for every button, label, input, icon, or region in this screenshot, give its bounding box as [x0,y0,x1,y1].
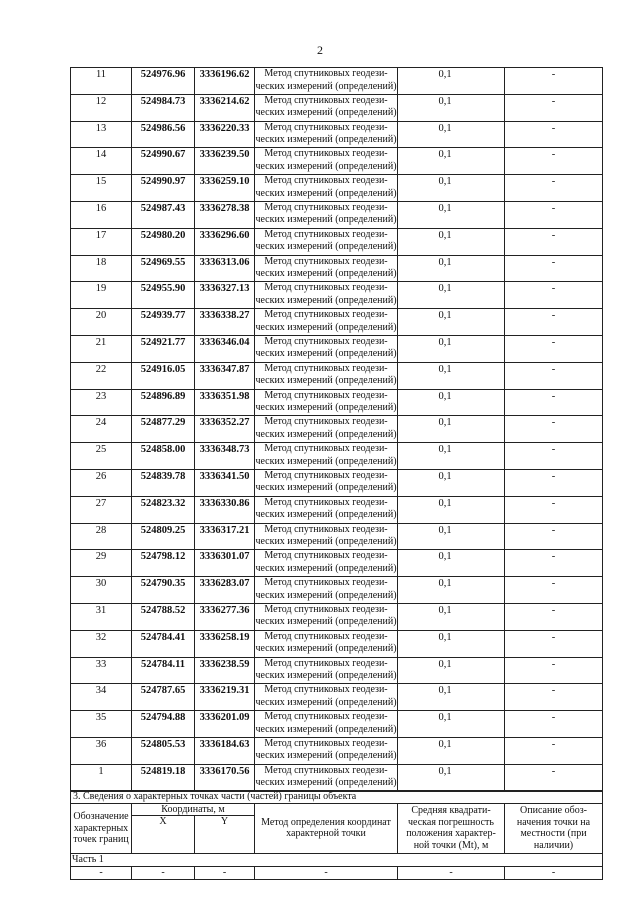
empty-cell: - [255,867,398,880]
coord-y: 3336338.27 [195,309,255,336]
method-line: ческих измерений (определений) [255,455,397,467]
point-number: 19 [71,282,132,309]
description-cell: - [505,523,603,550]
page-number: 2 [317,43,323,57]
point-number: 1 [71,764,132,791]
method-cell [255,389,398,416]
table-row [71,362,603,389]
method-line: ческих измерений (определений) [255,509,397,521]
coord-x: 524939.77 [132,309,195,336]
point-number: 24 [71,416,132,443]
accuracy-header-line: ческая погрешность [408,816,494,828]
point-number: 34 [71,684,132,711]
method-cell [255,362,398,389]
accuracy-cell: 0,1 [398,362,505,389]
method-line: Метод спутниковых геодези- [264,469,388,481]
method-cell [255,737,398,764]
method-line: Метод спутниковых геодези- [264,121,388,133]
designation-header-line: точек границ [73,834,129,845]
table-row [71,335,603,362]
table-row [71,764,603,791]
accuracy-cell: 0,1 [398,577,505,604]
coord-y: 3336170.56 [195,764,255,791]
table-row [71,603,603,630]
method-line: Метод спутниковых геодези- [264,228,388,240]
description-header [505,803,603,854]
method-cell [255,121,398,148]
accuracy-cell: 0,1 [398,309,505,336]
method-line: Метод спутниковых геодези- [264,335,388,347]
description-cell: - [505,282,603,309]
method-line: Метод спутниковых геодези- [264,148,388,160]
coordinates-table [70,67,603,792]
method-line: Метод спутниковых геодези- [264,416,388,428]
description-cell: - [505,255,603,282]
point-number: 29 [71,550,132,577]
table-row [71,657,603,684]
description-cell: - [505,603,603,630]
method-cell [255,309,398,336]
method-cell [255,201,398,228]
accuracy-cell: 0,1 [398,737,505,764]
coord-x: 524984.73 [132,94,195,121]
empty-cell: - [195,867,255,880]
description-cell: - [505,94,603,121]
coord-y: 3336348.73 [195,443,255,470]
coord-x: 524877.29 [132,416,195,443]
coord-y: 3336196.62 [195,68,255,95]
coord-x: 524784.41 [132,630,195,657]
table-row [71,496,603,523]
method-line: Метод спутниковых геодези- [264,764,388,776]
method-cell [255,68,398,95]
description-cell: - [505,309,603,336]
method-cell [255,148,398,175]
method-header-line: Метод определения координат [261,816,391,828]
method-line: ческих измерений (определений) [255,589,397,601]
table-row [71,577,603,604]
accuracy-cell: 0,1 [398,496,505,523]
coord-y: 3336184.63 [195,737,255,764]
method-cell [255,228,398,255]
point-number: 14 [71,148,132,175]
description-header-line: начения точки на [516,816,591,828]
description-cell: - [505,496,603,523]
method-line: ческих измерений (определений) [255,375,397,387]
method-line: Метод спутниковых геодези- [264,443,388,455]
description-cell: - [505,416,603,443]
description-cell: - [505,550,603,577]
method-line: ческих измерений (определений) [255,562,397,574]
coord-x: 524839.78 [132,469,195,496]
method-line: Метод спутниковых геодези- [264,603,388,615]
table-row [71,94,603,121]
coord-x: 524787.65 [132,684,195,711]
accuracy-cell: 0,1 [398,121,505,148]
table-row [71,416,603,443]
coord-y: 3336278.38 [195,201,255,228]
table-row [71,711,603,738]
coord-y: 3336277.36 [195,603,255,630]
description-header-line: наличии) [533,839,574,851]
method-line: ческих измерений (определений) [255,482,397,494]
coord-x: 524896.89 [132,389,195,416]
empty-cell: - [132,867,195,880]
method-cell [255,94,398,121]
table-row [71,550,603,577]
coord-x: 524790.35 [132,577,195,604]
accuracy-cell: 0,1 [398,416,505,443]
accuracy-header-line: Средняя квадрати- [411,805,491,817]
coord-y: 3336239.50 [195,148,255,175]
accuracy-cell: 0,1 [398,148,505,175]
description-cell: - [505,121,603,148]
method-line: Метод спутниковых геодези- [264,630,388,642]
table-row [71,630,603,657]
method-line: Метод спутниковых геодези- [264,577,388,589]
coord-x: 524823.32 [132,496,195,523]
x-header: X [132,816,195,854]
point-number: 33 [71,657,132,684]
table-row [71,148,603,175]
method-line: Метод спутниковых геодези- [264,282,388,294]
method-line: ческих измерений (определений) [255,214,397,226]
point-number: 15 [71,175,132,202]
method-line: ческих измерений (определений) [255,160,397,172]
accuracy-header-line: ной точки (Mt), м [413,839,489,851]
coord-y: 3336330.86 [195,496,255,523]
point-number: 23 [71,389,132,416]
method-line: ческих измерений (определений) [255,321,397,333]
coord-x: 524809.25 [132,523,195,550]
table-row [71,443,603,470]
description-cell: - [505,175,603,202]
description-cell: - [505,201,603,228]
coord-x: 524990.67 [132,148,195,175]
method-line: Метод спутниковых геодези- [264,309,388,321]
description-cell: - [505,443,603,470]
method-cell [255,335,398,362]
method-cell [255,711,398,738]
coord-y: 3336346.04 [195,335,255,362]
accuracy-cell: 0,1 [398,389,505,416]
method-cell [255,255,398,282]
method-line: ческих измерений (определений) [255,134,397,146]
coord-y: 3336219.31 [195,684,255,711]
method-cell [255,630,398,657]
accuracy-cell: 0,1 [398,764,505,791]
point-number: 18 [71,255,132,282]
point-number: 21 [71,335,132,362]
point-number: 16 [71,201,132,228]
method-line: ческих измерений (определений) [255,750,397,762]
method-line: ческих измерений (определений) [255,670,397,682]
accuracy-header [398,803,505,854]
description-cell: - [505,737,603,764]
method-line: Метод спутниковых геодези- [264,94,388,106]
method-line: ческих измерений (определений) [255,80,397,92]
method-cell [255,550,398,577]
method-cell [255,657,398,684]
coordinates-table-body [71,68,603,792]
table-row [71,389,603,416]
coord-y: 3336220.33 [195,121,255,148]
method-line: Метод спутниковых геодези- [264,550,388,562]
accuracy-cell: 0,1 [398,630,505,657]
coord-y: 3336238.59 [195,657,255,684]
coordinates-header: Координаты, м [132,803,255,816]
coord-x: 524805.53 [132,737,195,764]
method-line: ческих измерений (определений) [255,348,397,360]
description-cell: - [505,362,603,389]
y-header: Y [195,816,255,854]
accuracy-cell: 0,1 [398,201,505,228]
coord-y: 3336283.07 [195,577,255,604]
method-cell [255,764,398,791]
empty-cell: - [505,867,603,880]
coord-x: 524794.88 [132,711,195,738]
table-row [71,228,603,255]
coord-y: 3336214.62 [195,94,255,121]
method-line: Метод спутниковых геодези- [264,255,388,267]
method-line: Метод спутниковых геодези- [264,201,388,213]
designation-header-line: характерных [73,822,129,834]
coord-x: 524819.18 [132,764,195,791]
point-number: 30 [71,577,132,604]
table-row [71,309,603,336]
coord-x: 524969.55 [132,255,195,282]
point-number: 32 [71,630,132,657]
method-line: ческих измерений (определений) [255,294,397,306]
coord-y: 3336301.07 [195,550,255,577]
method-line: ческих измерений (определений) [255,616,397,628]
description-cell: - [505,68,603,95]
coord-y: 3336352.27 [195,416,255,443]
coord-x: 524858.00 [132,443,195,470]
coord-x: 524986.56 [132,121,195,148]
method-line: Метод спутниковых геодези- [264,68,388,79]
method-line: Метод спутниковых геодези- [264,175,388,187]
coord-x: 524788.52 [132,603,195,630]
point-number: 25 [71,443,132,470]
method-line: ческих измерений (определений) [255,696,397,708]
coord-x: 524916.05 [132,362,195,389]
coord-x: 524980.20 [132,228,195,255]
description-cell: - [505,630,603,657]
method-cell [255,496,398,523]
accuracy-cell: 0,1 [398,443,505,470]
point-number: 17 [71,228,132,255]
description-cell: - [505,469,603,496]
method-cell [255,684,398,711]
accuracy-cell: 0,1 [398,175,505,202]
method-line: ческих измерений (определений) [255,428,397,440]
method-line: ческих измерений (определений) [255,187,397,199]
method-header-line: характерной точки [286,828,366,840]
accuracy-cell: 0,1 [398,68,505,95]
method-cell [255,416,398,443]
coord-y: 3336313.06 [195,255,255,282]
table-row [71,737,603,764]
description-cell: - [505,764,603,791]
accuracy-cell: 0,1 [398,255,505,282]
method-line: ческих измерений (определений) [255,107,397,119]
point-number: 11 [71,68,132,95]
table-row [71,201,603,228]
table-row [71,175,603,202]
table-row [71,68,603,95]
coord-y: 3336201.09 [195,711,255,738]
accuracy-cell: 0,1 [398,523,505,550]
method-cell [255,282,398,309]
table-row [71,684,603,711]
method-line: ческих измерений (определений) [255,777,397,789]
accuracy-cell: 0,1 [398,550,505,577]
coord-x: 524976.96 [132,68,195,95]
coord-y: 3336259.10 [195,175,255,202]
section3-title: 3. Сведения о характерных точках части (частей) границы объекта [71,791,603,804]
description-cell: - [505,577,603,604]
method-line: ческих измерений (определений) [255,402,397,414]
coord-y: 3336347.87 [195,362,255,389]
coord-y: 3336341.50 [195,469,255,496]
point-number: 13 [71,121,132,148]
method-line: ческих измерений (определений) [255,268,397,280]
empty-cell: - [398,867,505,880]
point-number: 27 [71,496,132,523]
table-row [71,867,603,880]
table-row [71,282,603,309]
coord-y: 3336296.60 [195,228,255,255]
coord-x: 524955.90 [132,282,195,309]
point-number: 28 [71,523,132,550]
part-label: Часть 1 [71,854,603,867]
point-number: 36 [71,737,132,764]
designation-header-line: Обозначение [73,811,129,822]
accuracy-cell: 0,1 [398,335,505,362]
point-number: 20 [71,309,132,336]
accuracy-header-line: положения характер- [406,828,496,840]
method-line: Метод спутниковых геодези- [264,523,388,535]
point-number: 31 [71,603,132,630]
coord-y: 3336317.21 [195,523,255,550]
accuracy-cell: 0,1 [398,469,505,496]
coord-x: 524990.97 [132,175,195,202]
point-number: 12 [71,94,132,121]
method-cell [255,469,398,496]
method-cell [255,523,398,550]
table-row [71,523,603,550]
coord-x: 524784.11 [132,657,195,684]
coord-y: 3336258.19 [195,630,255,657]
coord-y: 3336327.13 [195,282,255,309]
designation-header [71,803,132,854]
description-cell: - [505,657,603,684]
method-line: Метод спутниковых геодези- [264,362,388,374]
method-cell [255,577,398,604]
method-line: ческих измерений (определений) [255,241,397,253]
coord-y: 3336351.98 [195,389,255,416]
section3-table [70,790,603,880]
method-line: ческих измерений (определений) [255,643,397,655]
method-line: Метод спутниковых геодези- [264,684,388,696]
coord-x: 524987.43 [132,201,195,228]
method-line: Метод спутниковых геодези- [264,496,388,508]
empty-cell: - [71,867,132,880]
method-line: Метод спутниковых геодези- [264,737,388,749]
accuracy-cell: 0,1 [398,603,505,630]
accuracy-cell: 0,1 [398,282,505,309]
accuracy-cell: 0,1 [398,228,505,255]
description-cell: - [505,228,603,255]
point-number: 26 [71,469,132,496]
method-line: Метод спутниковых геодези- [264,389,388,401]
table-row [71,255,603,282]
method-cell [255,175,398,202]
accuracy-cell: 0,1 [398,657,505,684]
method-line: Метод спутниковых геодези- [264,711,388,723]
method-line: Метод спутниковых геодези- [264,657,388,669]
table-row [71,121,603,148]
method-cell [255,603,398,630]
point-number: 35 [71,711,132,738]
accuracy-cell: 0,1 [398,94,505,121]
description-cell: - [505,148,603,175]
coord-x: 524921.77 [132,335,195,362]
accuracy-cell: 0,1 [398,711,505,738]
description-cell: - [505,389,603,416]
description-header-line: Описание обоз- [520,805,587,817]
method-header [255,803,398,854]
description-header-line: местности (при [520,828,587,840]
method-cell [255,443,398,470]
table-row [71,469,603,496]
description-cell: - [505,711,603,738]
method-line: ческих измерений (определений) [255,723,397,735]
description-cell: - [505,335,603,362]
method-line: ческих измерений (определений) [255,536,397,548]
point-number: 22 [71,362,132,389]
description-cell: - [505,684,603,711]
coord-x: 524798.12 [132,550,195,577]
accuracy-cell: 0,1 [398,684,505,711]
